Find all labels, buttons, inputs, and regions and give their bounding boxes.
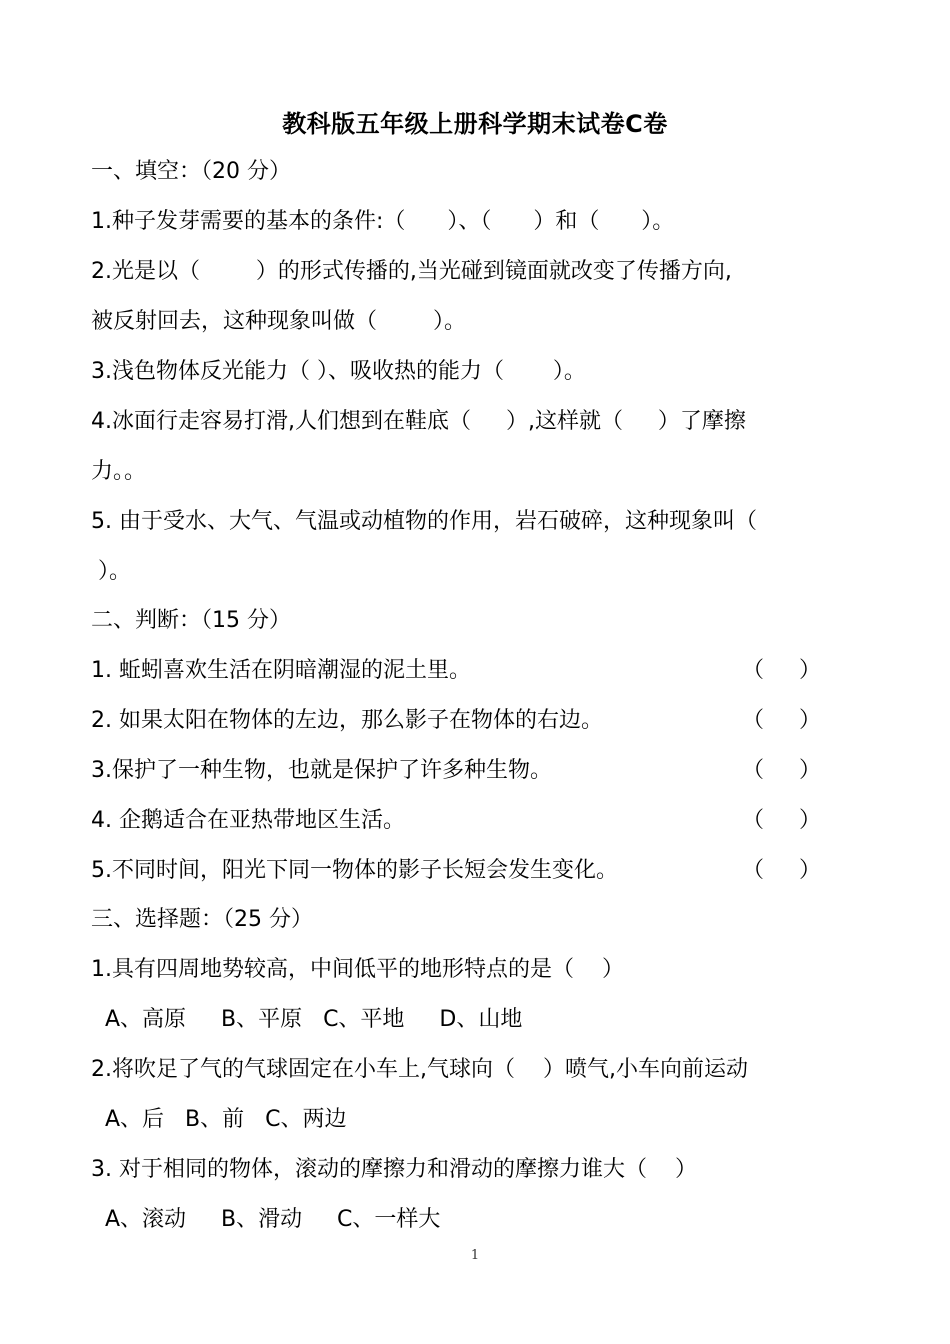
section-heading-choice: 三、选择题：（25 分） xyxy=(91,907,313,932)
question-2-2: 2. 如果太阳在物体的左边，那么影子在物体的右边。 xyxy=(91,708,603,733)
question-1-2-line1: 2.光是以（ ）的形式传播的,当光碰到镜面就改变了传播方向, xyxy=(91,259,732,284)
question-2-1: 1. 蚯蚓喜欢生活在阴暗潮湿的泥土里。 xyxy=(91,658,471,683)
section-heading-fill-blank: 一、填空：（20 分） xyxy=(91,159,291,184)
question-2-4: 4. 企鹅适合在亚热带地区生活。 xyxy=(91,808,405,833)
answer-mark-2-5: （ ） xyxy=(742,858,821,883)
page-title: 教科版五年级上册科学期末试卷C卷 xyxy=(282,110,668,138)
question-1-5-line1: 5. 由于受水、大气、气温或动植物的作用，岩石破碎，这种现象叫（ xyxy=(91,509,757,534)
question-3-2: 2.将吹足了气的气球固定在小车上,气球向（ ）喷气,小车向前运动 xyxy=(91,1057,748,1082)
question-1-5-line2: ）。 xyxy=(91,559,131,584)
answer-mark-2-4: （ ） xyxy=(742,808,821,833)
question-3-1: 1.具有四周地势较高，中间低平的地形特点的是（ ） xyxy=(91,957,624,982)
question-3-2-options: A、后 B、前 C、两边 xyxy=(91,1107,347,1132)
answer-mark-2-3: （ ） xyxy=(742,758,821,783)
question-2-5: 5.不同时间，阳光下同一物体的影子长短会发生变化。 xyxy=(91,858,618,883)
question-3-3: 3. 对于相同的物体，滚动的摩擦力和滑动的摩擦力谁大（ ） xyxy=(91,1157,697,1182)
answer-mark-2-2: （ ） xyxy=(742,708,821,733)
question-2-3: 3.保护了一种生物，也就是保护了许多种生物。 xyxy=(91,758,552,783)
question-1-3: 3.浅色物体反光能力（ ）、吸收热的能力（ ）。 xyxy=(91,359,586,384)
question-1-2-line2: 被反射回去，这种现象叫做（ ）。 xyxy=(91,309,466,334)
section-heading-judge: 二、判断：（15 分） xyxy=(91,608,291,633)
question-3-1-options: A、高原 B、平原 C、平地 D、山地 xyxy=(91,1007,523,1032)
question-1-4-line2: 力。。 xyxy=(91,459,147,484)
page-number: 1 xyxy=(470,1248,480,1263)
answer-mark-2-1: （ ） xyxy=(742,658,821,683)
question-1-1: 1.种子发芽需要的基本的条件:（ ）、（ ）和（ ）。 xyxy=(91,209,675,234)
question-3-3-options: A、滚动 B、滑动 C、一样大 xyxy=(91,1207,441,1232)
question-1-4-line1: 4.冰面行走容易打滑,人们想到在鞋底（ ）,这样就（ ）了摩擦 xyxy=(91,409,746,434)
